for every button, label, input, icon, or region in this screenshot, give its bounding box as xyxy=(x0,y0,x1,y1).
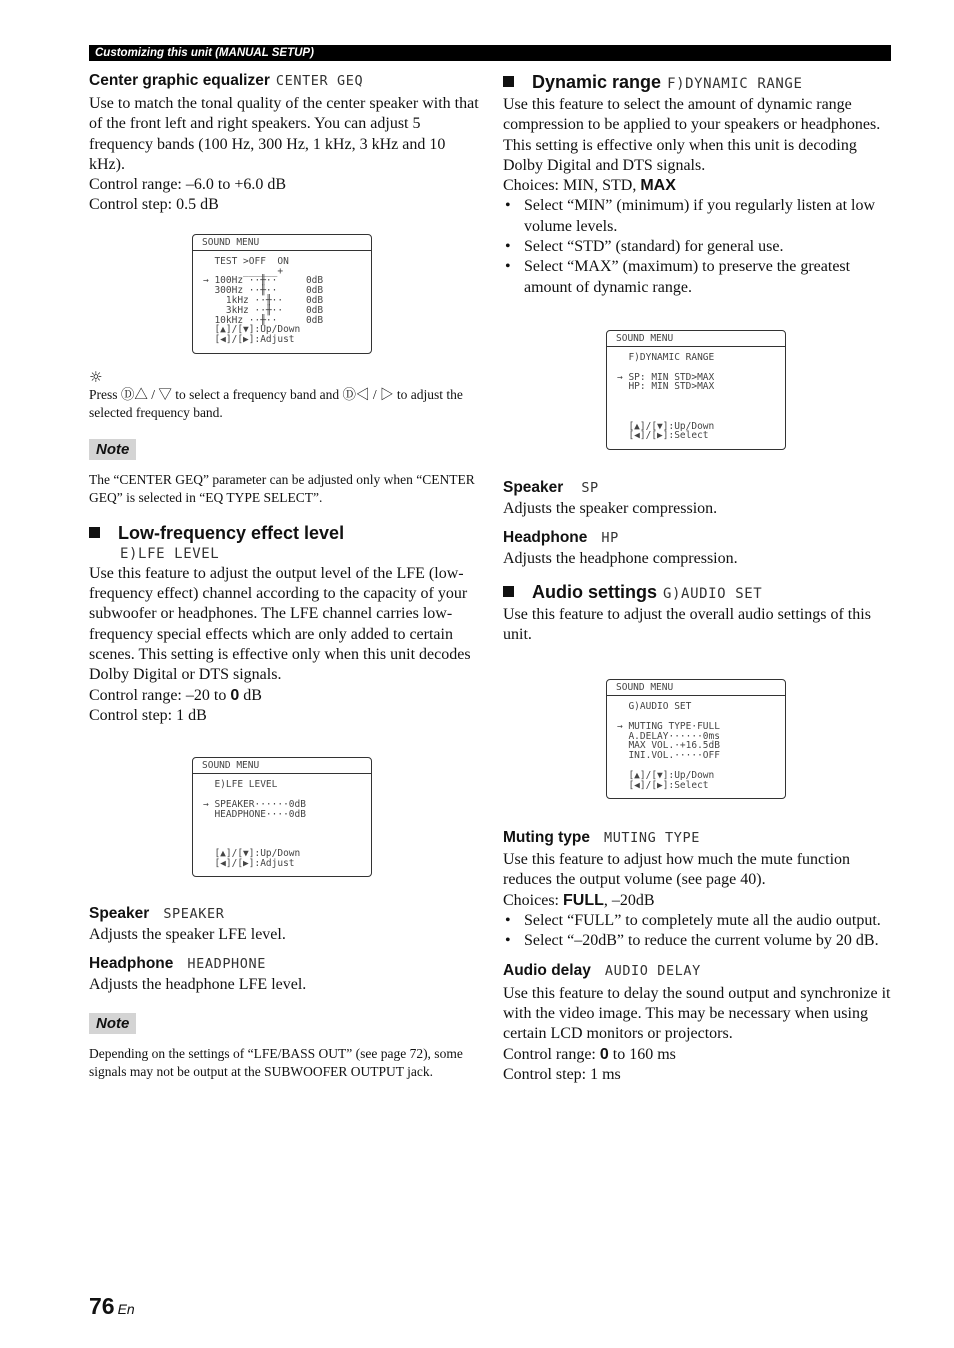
square-bullet-icon xyxy=(89,527,100,538)
dynamic-range-heading: Dynamic range F)DYNAMIC RANGE xyxy=(503,72,895,93)
geq-step: Control step: 0.5 dB xyxy=(89,196,219,214)
list-item: • Select “MAX” (maximum) to preserve the greatest amount of dynamic range. xyxy=(503,257,895,298)
muting-type-heading: Muting type MUTING TYPE xyxy=(503,829,700,847)
lfe-speaker-heading: Speaker SPEAKER xyxy=(89,905,225,923)
lcd-body: F)DYNAMIC RANGE → SP: MIN STD>MAX HP: MIN STD>MAX [▲]/[▼]:Up/Down [◀]/[▶]:Select xyxy=(617,351,715,442)
dr-description: Use this feature to select the amount of dynamic range compression to be applied to your speakers or headphones. This setting is effective only when this unit is decoding Dolby Digital and DTS signals. xyxy=(503,96,881,174)
muting-description: Use this feature to adjust how much the mute function reduces the output volume (see page 40). xyxy=(503,851,851,889)
lfe-range: Control range: –20 to 0 dB xyxy=(89,686,262,704)
muting-choices: Choices: FULL, –20dB xyxy=(503,891,655,909)
lfe-code: E)LFE LEVEL xyxy=(120,545,220,562)
right-column xyxy=(503,72,895,1085)
square-bullet-icon xyxy=(503,76,514,87)
lfe-heading: Low-frequency effect level xyxy=(89,523,479,544)
lfe-step: Control step: 1 dB xyxy=(89,706,207,724)
lfe-speaker-desc: Adjusts the speaker LFE level. xyxy=(89,926,286,944)
dr-choices: Choices: MIN, STD, MAX xyxy=(503,177,676,195)
lcd-body: G)AUDIO SET → MUTING TYPE·FULL A.DELAY······0ms MAX VOL.·+16.5dB INI.VOL.·····OFF [▲]/[▼]:Up/Down [◀]/[▶]:Select xyxy=(617,701,720,791)
lcd-title: SOUND MENU xyxy=(193,758,371,774)
geq-title: Center graphic equalizer xyxy=(89,72,270,89)
lcd-title: SOUND MENU xyxy=(607,331,785,347)
audio-lcd-screen xyxy=(606,679,786,799)
list-item: • Select “STD” (standard) for general use. xyxy=(503,237,895,257)
language-code: En xyxy=(117,1301,135,1317)
lcd-body: TEST >OFF ON ______+ → 100Hz ··╫·· 0dB 300Hz ··╫·· 0dB 1kHz ··╫·· 0dB 3kHz ··╫·· 0dB 10kHz ··╫·· 0dB [▲]/[▼]:Up/Down [◀]/[▶]:Adjust xyxy=(203,255,324,346)
left-column xyxy=(89,72,479,1082)
list-item: • Select “FULL” to completely mute all the audio output. xyxy=(503,911,895,931)
note-label: Note xyxy=(89,1013,479,1034)
geq-heading xyxy=(89,72,479,90)
lfe-description: Use this feature to adjust the output level of the LFE (low-frequency effect) channel according to the capacity of your subwoofer or headphones. The LFE channel carries low-frequency special effects which are only added to certain scenes. This setting is effective only when this unit decodes Dolby Digital or DTS signals. xyxy=(89,564,471,684)
lcd-title: SOUND MENU xyxy=(193,235,371,251)
dr-speaker-heading: Speaker SP xyxy=(503,478,599,496)
dr-lcd-screen xyxy=(606,330,786,450)
square-bullet-icon xyxy=(503,586,514,597)
delay-range: Control range: 0 to 160 ms xyxy=(503,1045,676,1063)
geq-code: CENTER GEQ xyxy=(275,73,364,89)
geq-description: Use to match the tonal quality of the center speaker with that of the front left and right speakers. You can adjust 5 frequency bands (100 Hz, 300 Hz, 1 kHz, 3 kHz and 10 kHz). xyxy=(89,95,479,173)
lfe-headphone-desc: Adjusts the headphone LFE level. xyxy=(89,976,307,994)
lcd-title: SOUND MENU xyxy=(607,680,785,696)
note-text: The “CENTER GEQ” parameter can be adjusted only when “CENTER GEQ” is selected in “EQ TYPE SELECT”. xyxy=(89,471,475,506)
note-label: Note xyxy=(89,439,479,460)
section-title: Customizing this unit (MANUAL SETUP) xyxy=(95,47,314,59)
lfe-headphone-heading: Headphone HEADPHONE xyxy=(89,955,266,973)
audio-description: Use this feature to adjust the overall audio settings of this unit. xyxy=(503,605,871,643)
remote-d-icon: Ⓓ◁ / ▷ xyxy=(342,386,394,402)
audio-settings-heading: Audio settings G)AUDIO SET xyxy=(503,582,895,603)
tip-text: Press Ⓓ△ / ▽ to select a frequency band and Ⓓ◁ / ▷ to adjust the selected frequency band. xyxy=(89,386,463,421)
note-text: Depending on the settings of “LFE/BASS OUT” (see page 72), some signals may not be output at the SUBWOOFER OUTPUT jack. xyxy=(89,1045,463,1080)
dr-headphone-heading: Headphone HP xyxy=(503,529,619,547)
delay-description: Use this feature to delay the sound output and synchronize it with the video image. This may be necessary when using certain LCD monitors or projectors. xyxy=(503,984,891,1043)
geq-range: Control range: –6.0 to +6.0 dB xyxy=(89,176,287,194)
geq-lcd-screen xyxy=(192,234,372,354)
section-header-bar xyxy=(89,45,891,61)
dr-headphone-desc: Adjusts the headphone compression. xyxy=(503,550,738,568)
tip-lightbulb-icon: ☼ xyxy=(89,367,103,386)
remote-d-icon: Ⓓ△ / ▽ xyxy=(120,386,172,402)
page-number: 76 En xyxy=(89,1293,135,1319)
list-item: • Select “MIN” (minimum) if you regularly listen at low volume levels. xyxy=(503,196,895,237)
dr-bullets xyxy=(503,196,895,297)
lfe-lcd-screen xyxy=(192,757,372,877)
lcd-body: E)LFE LEVEL → SPEAKER······0dB HEADPHONE····0dB [▲]/[▼]:Up/Down [◀]/[▶]:Adjust xyxy=(203,779,306,869)
delay-step: Control step: 1 ms xyxy=(503,1065,621,1083)
tip-block xyxy=(89,368,479,423)
audio-delay-heading: Audio delay AUDIO DELAY xyxy=(503,961,701,979)
muting-bullets xyxy=(503,911,895,952)
dr-speaker-desc: Adjusts the speaker compression. xyxy=(503,499,718,517)
list-item: • Select “–20dB” to reduce the current volume by 20 dB. xyxy=(503,931,895,951)
